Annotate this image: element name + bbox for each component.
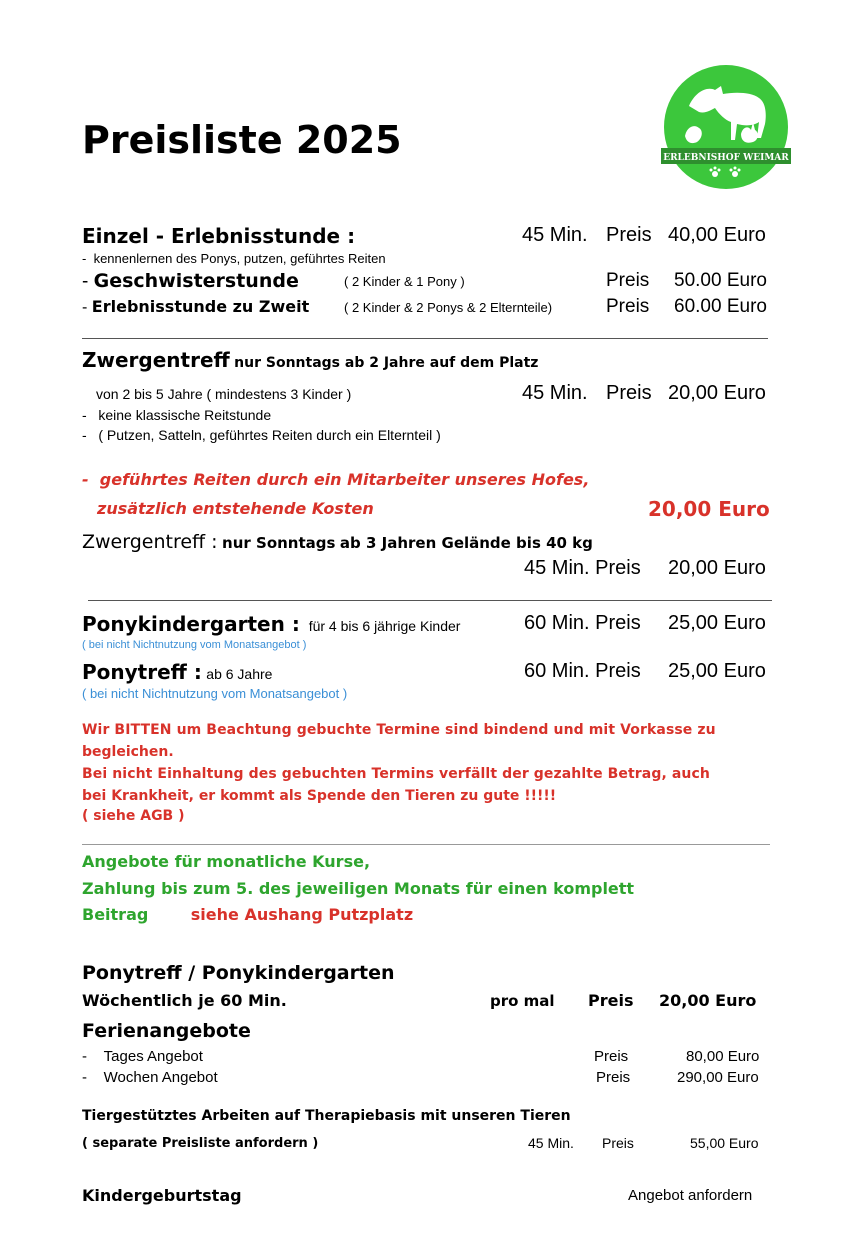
zwerg-bullet-1-text: keine klassische Reitstunde bbox=[98, 407, 272, 423]
kiga-detail: für 4 bis 6 jährige Kinder bbox=[308, 618, 461, 634]
logo bbox=[655, 64, 797, 194]
ferien-item-price: 80,00 Euro bbox=[686, 1048, 760, 1065]
ponytreff-note: ( bei nicht Nichtnutzung vom Monatsangebot ) bbox=[82, 686, 348, 701]
ferien-item bbox=[82, 1069, 218, 1086]
einzel-heading: Einzel - Erlebnisstunde : bbox=[82, 224, 356, 248]
ferien-item-label: Wochen Angebot bbox=[103, 1069, 218, 1086]
weekly-pro: pro mal bbox=[490, 992, 555, 1010]
weekly-heading: Ponytreff / Ponykindergarten bbox=[82, 962, 395, 984]
logo-text: ERLEBNISHOF WEIMAR bbox=[663, 153, 789, 163]
zwerg-bullet-2-text: ( Putzen, Satteln, geführtes Reiten durch ein Elternteil ) bbox=[98, 427, 441, 443]
einzel-preis: Preis bbox=[606, 224, 652, 246]
zwerg-duration: 45 Min. bbox=[522, 382, 588, 404]
monthly-line-1: Angebote für monatliche Kurse, bbox=[82, 852, 371, 871]
zweit-detail: ( 2 Kinder & 2 Ponys & 2 Elternteile) bbox=[344, 300, 553, 315]
birthday-label: Kindergeburtstag bbox=[82, 1186, 242, 1205]
divider bbox=[88, 600, 772, 601]
monthly-aushang: siehe Aushang Putzplatz bbox=[190, 905, 414, 924]
weekly-price: 20,00 Euro bbox=[659, 991, 757, 1010]
zwerg-price: 20,00 Euro bbox=[668, 382, 766, 404]
notice-line-5: ( siehe AGB ) bbox=[82, 808, 185, 824]
ponytreff-duration-preis: 60 Min. Preis bbox=[524, 660, 641, 682]
extra-line-1 bbox=[82, 470, 589, 489]
bullet-dash: - bbox=[82, 271, 89, 292]
therapy-price: 55,00 Euro bbox=[690, 1135, 759, 1151]
einzel-price: 40,00 Euro bbox=[668, 224, 766, 246]
kiga-note: ( bei nicht Nichtnutzung vom Monatsangebot ) bbox=[82, 639, 307, 651]
ferien-item bbox=[82, 1048, 203, 1065]
zwerg-bullet-1 bbox=[82, 407, 271, 423]
bullet-dash: - bbox=[82, 427, 87, 443]
bullet-dash: - bbox=[82, 470, 89, 489]
notice-line-2: begleichen. bbox=[82, 744, 174, 760]
extra-price: 20,00 Euro bbox=[648, 497, 770, 521]
zweit-label: Erlebnisstunde zu Zweit bbox=[91, 297, 310, 316]
geschwister-row bbox=[82, 270, 299, 293]
ferien-item-preis: Preis bbox=[596, 1069, 631, 1086]
zwerg-subheading: nur Sonntags ab 2 Jahre auf dem Platz bbox=[234, 355, 539, 371]
geschwister-detail: ( 2 Kinder & 1 Pony ) bbox=[344, 274, 465, 289]
geschwister-preis: Preis bbox=[606, 270, 650, 291]
ponytreff-price: 25,00 Euro bbox=[668, 660, 766, 682]
kiga-heading: Ponykindergarten : bbox=[82, 612, 300, 636]
geschwister-price: 50.00 Euro bbox=[674, 270, 767, 291]
zwerg-age: von 2 bis 5 Jahre ( mindestens 3 Kinder ) bbox=[96, 386, 352, 402]
ponytreff-heading: Ponytreff : bbox=[82, 660, 202, 684]
birthday-value: Angebot anfordern bbox=[628, 1187, 753, 1204]
notice-line-4: bei Krankheit, er kommt als Spende den Tieren zu gute !!!!! bbox=[82, 788, 557, 804]
page-title: Preisliste 2025 bbox=[82, 118, 402, 162]
kiga-heading-row bbox=[82, 612, 460, 636]
weekly-label: Wöchentlich je 60 Min. bbox=[82, 991, 287, 1010]
zweit-preis: Preis bbox=[606, 296, 650, 317]
bullet-dash: - bbox=[82, 299, 88, 316]
bullet-dash: - bbox=[82, 1069, 87, 1086]
zwerg2-sub-a: nur Sonntags bbox=[222, 534, 336, 552]
zwerg2-sub-b: ab 3 Jahren Gelände bis 40 kg bbox=[339, 534, 593, 552]
zwerg2-price: 20,00 Euro bbox=[668, 557, 766, 579]
ponytreff-heading-row bbox=[82, 660, 272, 684]
zwerg-heading-row bbox=[82, 348, 538, 372]
geschwister-label: Geschwisterstunde bbox=[93, 270, 299, 292]
ferien-heading: Ferienangebote bbox=[82, 1020, 251, 1042]
einzel-desc-text: kennenlernen des Ponys, putzen, geführtes Reiten bbox=[93, 251, 386, 266]
extra-text-1: geführtes Reiten durch ein Mitarbeiter unseres Hofes, bbox=[99, 470, 590, 489]
zweit-price: 60.00 Euro bbox=[674, 296, 767, 317]
bullet-dash: - bbox=[82, 251, 87, 266]
zwerg-heading: Zwergentreff bbox=[82, 348, 230, 372]
bullet-dash: - bbox=[82, 1048, 87, 1065]
zwerg2-heading: Zwergentreff : bbox=[82, 531, 218, 553]
ferien-item-price: 290,00 Euro bbox=[677, 1069, 759, 1086]
monthly-line-2: Zahlung bis zum 5. des jeweiligen Monats für einen komplett bbox=[82, 879, 635, 898]
ponytreff-detail: ab 6 Jahre bbox=[206, 666, 273, 682]
extra-text-2: zusätzlich entstehende Kosten bbox=[97, 499, 374, 518]
therapy-duration: 45 Min. bbox=[528, 1135, 574, 1151]
therapy-sub: ( separate Preisliste anfordern ) bbox=[82, 1136, 319, 1151]
notice-line-3: Bei nicht Einhaltung des gebuchten Termins verfällt der gezahlte Betrag, auch bbox=[82, 766, 710, 782]
einzel-desc bbox=[82, 251, 386, 266]
zwerg2-heading-row bbox=[82, 531, 593, 553]
zweit-row bbox=[82, 297, 309, 317]
therapy-preis: Preis bbox=[602, 1135, 634, 1151]
therapy-heading: Tiergestütztes Arbeiten auf Therapiebasis mit unseren Tieren bbox=[82, 1108, 571, 1124]
ferien-item-label: Tages Angebot bbox=[103, 1048, 203, 1065]
weekly-preis: Preis bbox=[588, 991, 634, 1010]
monthly-line-3 bbox=[82, 905, 413, 925]
notice-line-1: Wir BITTEN um Beachtung gebuchte Termine sind bindend und mit Vorkasse zu bbox=[82, 722, 716, 738]
monthly-beitrag: Beitrag bbox=[82, 905, 149, 924]
ferien-item-preis: Preis bbox=[594, 1048, 629, 1065]
einzel-duration: 45 Min. bbox=[522, 224, 588, 246]
zwerg-preis: Preis bbox=[606, 382, 652, 404]
divider bbox=[82, 844, 770, 845]
kiga-price: 25,00 Euro bbox=[668, 612, 766, 634]
bullet-dash: - bbox=[82, 407, 87, 423]
kiga-duration-preis: 60 Min. Preis bbox=[524, 612, 641, 634]
divider bbox=[82, 338, 768, 339]
zwerg-bullet-2 bbox=[82, 427, 441, 443]
zwerg2-duration-preis: 45 Min. Preis bbox=[524, 557, 641, 579]
